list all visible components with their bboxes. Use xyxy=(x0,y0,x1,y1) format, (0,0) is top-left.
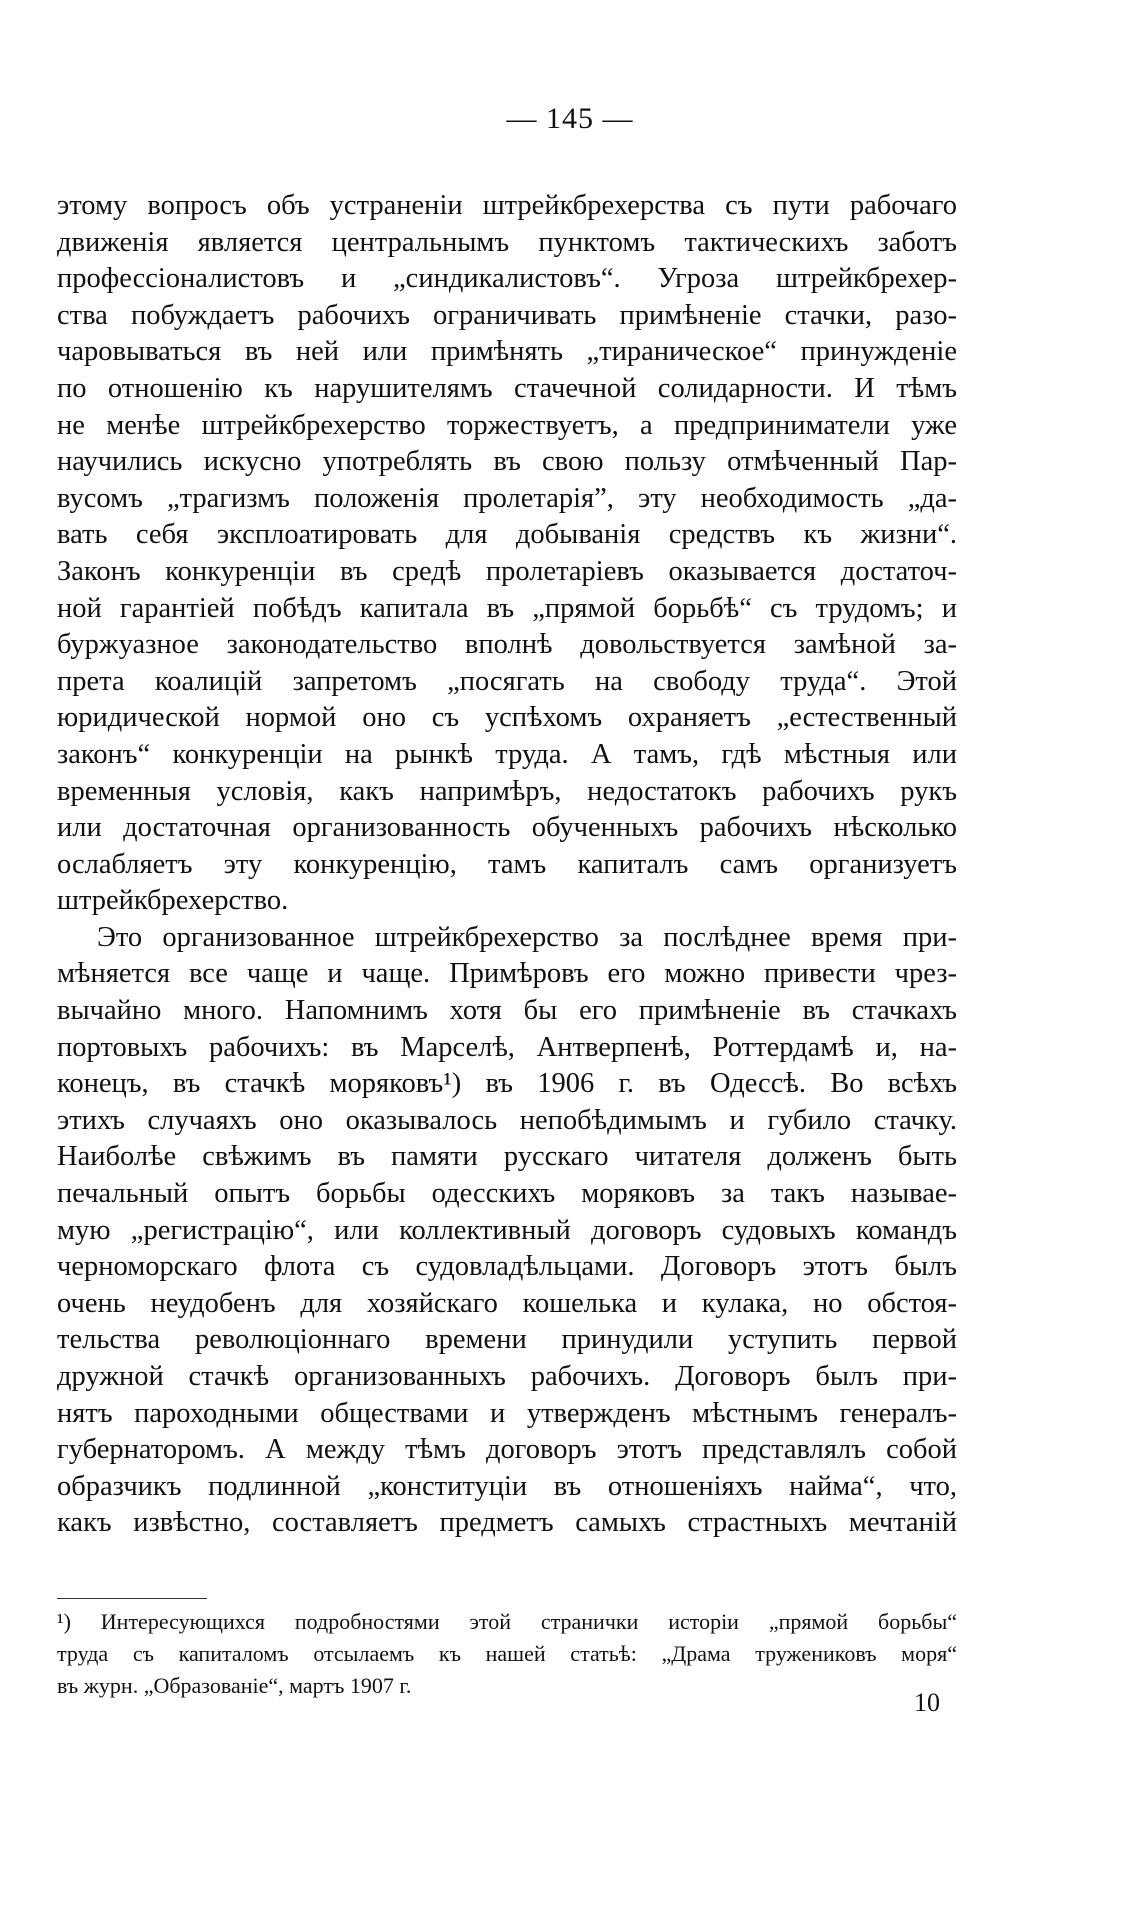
text-line: Это организованное штрейкбрехерство за послѣднее время при- xyxy=(97,921,957,953)
text-line: законъ“ конкуренціи на рынкѣ труда. А тамъ, гдѣ мѣстныя или xyxy=(57,738,957,770)
footnote-divider xyxy=(57,1598,207,1599)
text-line: этихъ случаяхъ оно оказывалось непобѣдимымъ и губило стачку. xyxy=(57,1104,957,1136)
text-line: Наиболѣе свѣжимъ въ памяти русскаго читателя долженъ быть xyxy=(57,1141,957,1173)
text-line: юридической нормой оно съ успѣхомъ охраняетъ „естественный xyxy=(57,702,957,734)
text-line: не менѣе штрейкбрехерство торжествуетъ, а предприниматели уже xyxy=(57,409,957,441)
text-line: прета коалицій запретомъ „посягать на свободу труда“. Этой xyxy=(57,665,957,697)
text-line: вусомъ „трагизмъ положенія пролетаріяˮ, эту необходимость „да- xyxy=(57,482,957,514)
text-line: нятъ пароходными обществами и утвержденъ мѣстнымъ генералъ- xyxy=(57,1397,957,1429)
footnote-line: въ журн. „Образованіе“, мартъ 1907 г. xyxy=(57,1673,412,1698)
text-line: конецъ, въ стачкѣ моряковъ¹) въ 1906 г. въ Одессѣ. Во всѣхъ xyxy=(57,1068,957,1100)
body-text xyxy=(57,188,957,1542)
text-line: мѣняется все чаще и чаще. Примѣровъ его можно привести чрез- xyxy=(57,958,957,990)
text-line: губернаторомъ. А между тѣмъ договоръ этотъ представлялъ собой xyxy=(57,1434,957,1466)
text-line: профессіоналистовъ и „синдикалистовъ“. Угроза штрейкбрехер- xyxy=(57,263,957,295)
text-line: научились искусно употреблять въ свою пользу отмѣченный Пар- xyxy=(57,446,957,478)
text-line: движенія является центральнымъ пунктомъ тактическихъ заботъ xyxy=(57,226,957,258)
text-line: чаровываться въ ней или примѣнять „тираническое“ принужденіе xyxy=(57,336,957,368)
text-line: этому вопросъ объ устраненіи штрейкбрехерства съ пути рабочаго xyxy=(57,190,957,221)
footnote-line: ¹) Интересующихся подробностями этой странички исторіи „прямой борьбы“ xyxy=(57,1609,957,1634)
footnotes xyxy=(57,1606,957,1702)
footnote-line: труда съ капиталомъ отсылаемъ къ нашей статьѣ: „Драма тружениковъ моря“ xyxy=(57,1641,957,1666)
text-line: временныя условія, какъ напримѣръ, недостатокъ рабочихъ рукъ xyxy=(57,775,957,807)
text-line: штрейкбрехерство. xyxy=(57,885,289,917)
text-line: дружной стачкѣ организованныхъ рабочихъ. Договоръ былъ при- xyxy=(57,1361,957,1392)
text-line: вать себя эксплоатировать для добыванія средствъ къ жизни“. xyxy=(57,519,957,551)
text-line: образчикъ подлинной „конституціи въ отношеніяхъ найма“, что, xyxy=(57,1470,957,1502)
text-line: тельства революціоннаго времени принудили уступить первой xyxy=(57,1324,957,1356)
text-line: по отношенію къ нарушителямъ стачечной солидарности. И тѣмъ xyxy=(57,372,957,404)
text-line: буржуазное законодательство вполнѣ довольствуется замѣной за- xyxy=(57,629,957,661)
text-line: ства побуждаетъ рабочихъ ограничивать примѣненіе стачки, разо- xyxy=(57,299,957,331)
text-line: Законъ конкуренціи въ средѣ пролетаріевъ оказывается достаточ- xyxy=(57,555,957,587)
signature-mark: 10 xyxy=(914,1688,940,1717)
text-line: черноморскаго флота съ судовладѣльцами. Договоръ этотъ былъ xyxy=(57,1251,957,1283)
text-line: вычайно много. Напомнимъ хотя бы его примѣненіе въ стачкахъ xyxy=(57,995,957,1027)
text-line: печальный опытъ борьбы одесскихъ моряковъ за такъ называе- xyxy=(57,1178,957,1210)
text-line: очень неудобенъ для хозяйскаго кошелька и кулака, но обстоя- xyxy=(57,1287,957,1319)
text-line: мую „регистрацію“, или коллективный договоръ судовыхъ командъ xyxy=(57,1214,957,1246)
text-line: портовыхъ рабочихъ: въ Марселѣ, Антверпенѣ, Роттердамѣ и, на- xyxy=(57,1031,957,1063)
page-number: — 145 — xyxy=(506,102,634,135)
text-line: ной гарантіей побѣдъ капитала въ „прямой борьбѣ“ съ трудомъ; и xyxy=(57,592,957,624)
text-line: какъ извѣстно, составляетъ предметъ самыхъ страстныхъ мечтаній xyxy=(57,1507,957,1539)
text-line: или достаточная организованность обученныхъ рабочихъ нѣсколько xyxy=(57,812,957,844)
text-line: ослабляетъ эту конкуренцію, тамъ капиталъ самъ организуетъ xyxy=(57,848,957,880)
